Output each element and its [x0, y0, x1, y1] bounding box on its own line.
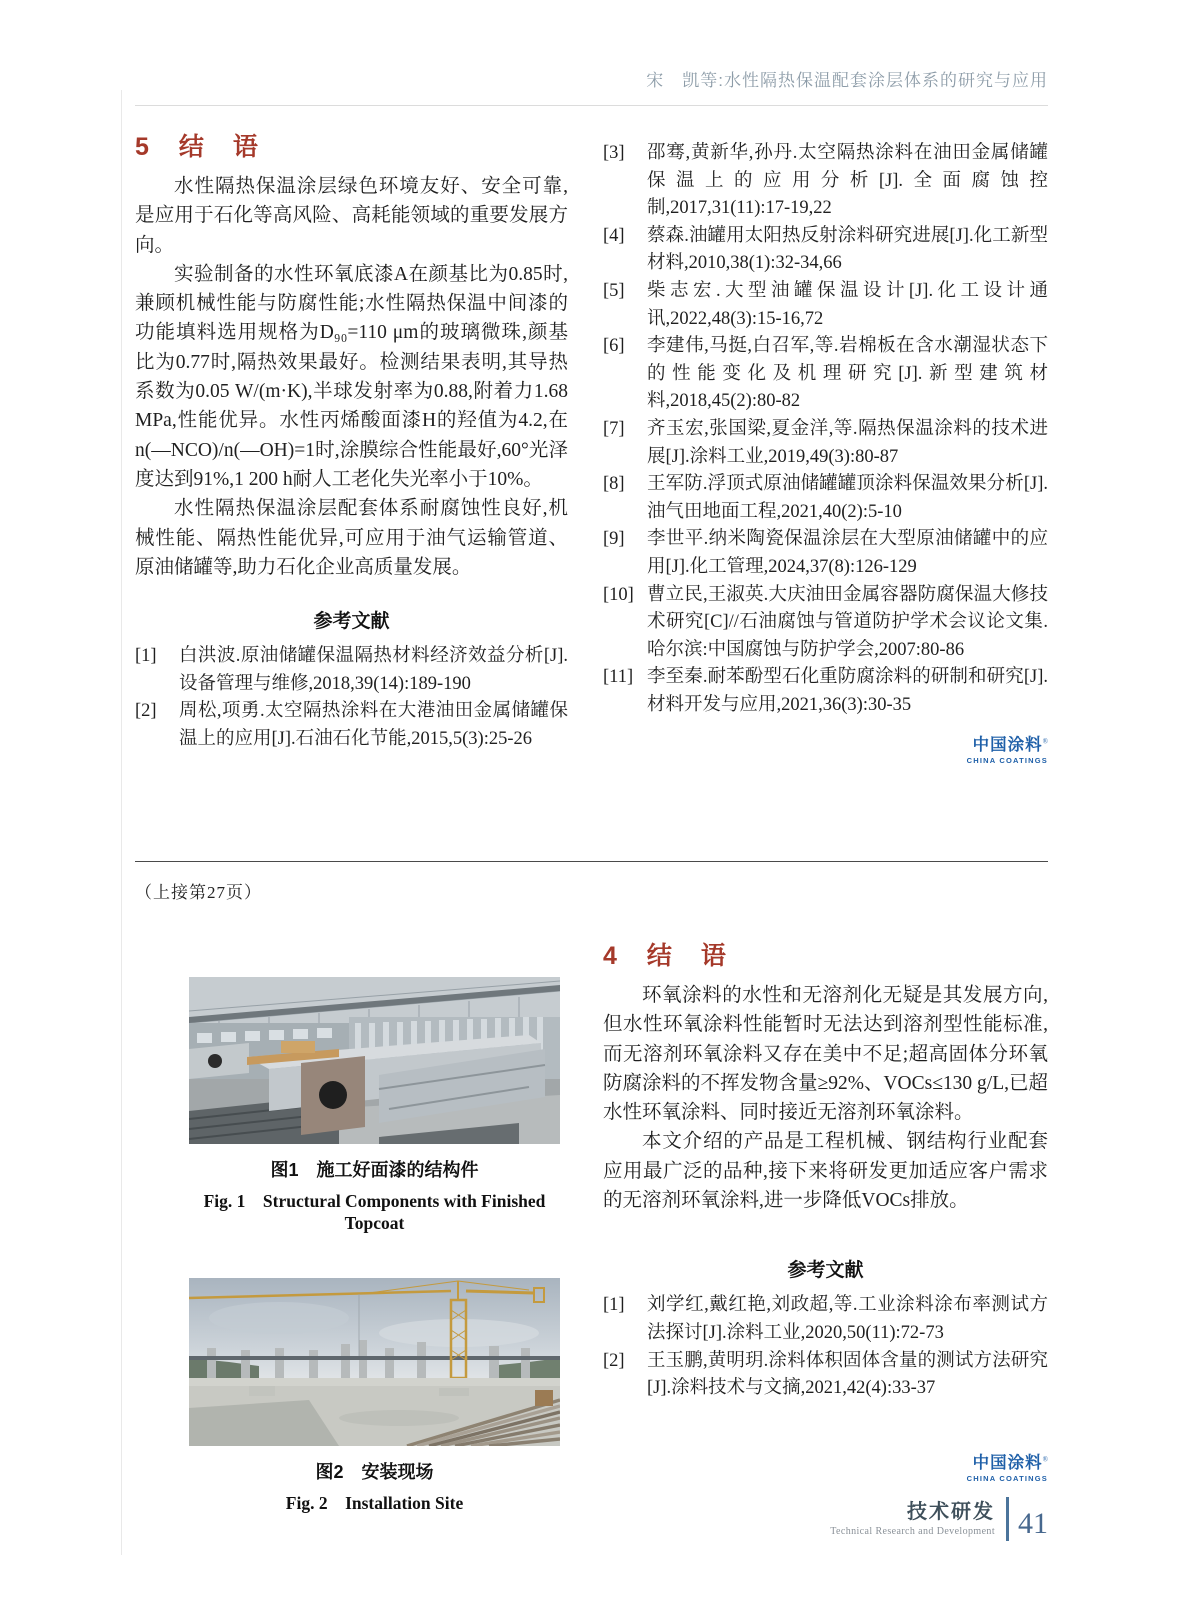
- running-head: 宋 凯等:水性隔热保温配套涂层体系的研究与应用: [646, 71, 1048, 90]
- registered-mark-icon: ®: [1042, 738, 1048, 747]
- reference-text: 李建伟,马挺,白召军,等.岩棉板在含水潮湿状态下的性能变化及机理研究[J].新型建筑材料,2018,45(2):80-82: [647, 336, 1048, 412]
- reference-item: [603, 223, 1048, 278]
- reference-item: [603, 526, 1048, 581]
- reference-item: [603, 1348, 1048, 1403]
- distant-beam: [189, 1043, 249, 1079]
- section-title: 结 语: [178, 133, 260, 161]
- reference-item: [603, 582, 1048, 665]
- footer-divider-bar: [1006, 1497, 1009, 1541]
- reference-text: 柴志宏.大型油罐保温设计[J].化工设计通讯,2022,48(3):15-16,72: [647, 280, 1048, 329]
- crate: [535, 1390, 553, 1406]
- reference-item: [603, 664, 1048, 719]
- reference-item: [603, 471, 1048, 526]
- reference-number: [11]: [603, 667, 634, 688]
- section-heading-5: [135, 132, 568, 162]
- footer-section-zh: 技术研发: [907, 1500, 995, 1523]
- footer-section-en: Technical Research and Development: [830, 1525, 995, 1537]
- section-number: 5: [135, 133, 149, 161]
- logo-zh-text: 中国涂料: [972, 736, 1043, 755]
- reference-number: [3]: [603, 143, 625, 163]
- reference-number: [10]: [603, 584, 634, 605]
- section-number: 4: [603, 941, 617, 970]
- reference-text: 刘学红,戴红艳,刘政超,等.工业涂料涂布率测试方法探讨[J].涂料工业,2020,50(11):72-73: [647, 1295, 1048, 1343]
- article-divider-rule: [135, 861, 1048, 862]
- logo-en-text: CHINA COATINGS: [966, 1473, 1048, 1483]
- section-heading-4: [603, 941, 1048, 971]
- references-heading: 参考文献: [313, 611, 390, 633]
- reference-number: [5]: [603, 280, 625, 301]
- figure2-caption-zh: 图2 安装现场: [315, 1461, 434, 1482]
- footer-labels: [830, 1501, 995, 1538]
- reference-text: 李至秦.耐苯酚型石化重防腐涂料的研制和研究[J].材料开发与应用,2021,36(3):30-35: [647, 667, 1048, 715]
- references-heading: 参考文献: [787, 1260, 864, 1282]
- reference-number: [2]: [135, 701, 157, 722]
- figure2-caption-en: Fig. 2 Installation Site: [285, 1492, 464, 1513]
- page-edge-line: [121, 90, 122, 1555]
- reference-text: 邵骞,黄新华,孙丹.太空隔热涂料在油田金属储罐保温上的应用分析[J].全面腐蚀控制,2017,31(11):17-19,22: [647, 143, 1048, 219]
- reference-number: [1]: [135, 646, 157, 667]
- paragraph: 实验制备的水性环氧底漆A在颜基比为0.85时,兼顾机械性能与防腐性能;水性隔热保温中间漆的功能填料选用规格为D₉₀=110 μm的玻璃微珠,颜基比为0.77时,隔热效果最好。检测结果表明,其导热系数为0.05 W/(m·K),半球发射率为0.88,附着力1.68 MPa,性能优异。水性丙烯酸面漆H的羟值为4.2,在n(—NCO)/n(—OH)=1时,涂膜综合性能最好,60°光泽度达到91%,1 200 h耐人工老化失光率小于10%。: [135, 263, 568, 490]
- bottom-columns: [135, 903, 1048, 1515]
- journal-page: [135, 0, 1048, 1515]
- top-columns: [135, 106, 1048, 765]
- reference-number: [2]: [603, 1350, 625, 1371]
- section-title: 结 语: [646, 941, 728, 970]
- column-right-bottom: [603, 903, 1048, 1515]
- reference-item: [603, 278, 1048, 333]
- paragraph: 本文介绍的产品是工程机械、钢结构行业配套应用最广泛的品种,接下来将研发更加适应客户需求的无溶剂环氧涂料,进一步降低VOCs排放。: [603, 1131, 1048, 1212]
- figure1-photo-factory-interior: [189, 977, 560, 1144]
- column-right-top: [603, 106, 1048, 765]
- figure2-photo-installation-site: [189, 1278, 560, 1446]
- china-coatings-logo: [603, 737, 1048, 765]
- reference-number: [6]: [603, 336, 625, 357]
- figure1-caption-en: Fig. 1 Structural Components with Finished Topcoat: [203, 1190, 546, 1233]
- reference-number: [1]: [603, 1295, 625, 1316]
- reference-text: 齐玉宏,张国梁,夏金洋,等.隔热保温涂料的技术进展[J].涂料工业,2019,49(3):80-87: [647, 418, 1048, 467]
- reference-item: [603, 140, 1048, 223]
- page-number: 41: [1018, 1507, 1048, 1540]
- reference-text: 周松,项勇.太空隔热涂料在大港油田金属储罐保温上的应用[J].石油石化节能,2015,5(3):25-26: [179, 701, 568, 749]
- reference-number: [7]: [603, 418, 625, 439]
- reference-number: [8]: [603, 474, 625, 495]
- china-coatings-logo: [603, 1455, 1048, 1483]
- reference-text: 王玉鹏,黄明玥.涂料体积固体含量的测试方法研究[J].涂料技术与文摘,2021,42(4):33-37: [647, 1350, 1048, 1399]
- logo-zh-text: 中国涂料: [972, 1453, 1043, 1472]
- reference-item: [603, 1292, 1048, 1347]
- reference-text: 王军防.浮顶式原油储罐罐顶涂料保温效果分析[J].油气田地面工程,2021,40(2):5-10: [647, 474, 1048, 522]
- registered-mark-icon: ®: [1042, 1455, 1048, 1464]
- reference-number: [9]: [603, 529, 625, 550]
- reference-text: 白洪波.原油储罐保温隔热材料经济效益分析[J].设备管理与维修,2018,39(14):189-190: [179, 646, 568, 694]
- reference-item: [603, 333, 1048, 416]
- page-footer: [830, 1497, 1048, 1541]
- reference-number: [4]: [603, 225, 625, 246]
- figure-1: [189, 977, 560, 1234]
- reference-item: [603, 416, 1048, 471]
- reference-item: [135, 698, 568, 753]
- reference-item: [135, 643, 568, 698]
- column-left-bottom: [135, 903, 568, 1515]
- column-left-top: [135, 106, 568, 765]
- figure1-caption-zh: 图1 施工好面漆的结构件: [270, 1159, 479, 1180]
- paragraph: 环氧涂料的水性和无溶剂化无疑是其发展方向,但水性环氧涂料性能暂时无法达到溶剂型性能标准,而无溶剂环氧涂料又存在美中不足;超高固体分环氧防腐涂料的不挥发物含量≥92%、VOCs≤130 g/L,已超水性环氧涂料、同时接近无溶剂环氧涂料。: [603, 984, 1048, 1124]
- figure-2: [189, 1278, 560, 1515]
- paragraph: 水性隔热保温涂层绿色环境友好、安全可靠,是应用于石化等高风险、高耗能领域的重要发展方向。: [135, 176, 568, 256]
- reference-text: 曹立民,王淑英.大庆油田金属容器防腐保温大修技术研究[C]//石油腐蚀与管道防护学术会议论文集.哈尔滨:中国腐蚀与防护学会,2007:80-86: [647, 584, 1048, 660]
- reference-text: 李世平.纳米陶瓷保温涂层在大型原油储罐中的应用[J].化工管理,2024,37(8):126-129: [647, 529, 1048, 577]
- paragraph: 水性隔热保温涂层配套体系耐腐蚀性良好,机械性能、隔热性能优异,可应用于油气运输管道、原油储罐等,助力石化企业高质量发展。: [135, 498, 568, 578]
- reference-text: 蔡森.油罐用太阳热反射涂料研究进展[J].化工新型材料,2010,38(1):32-34,66: [647, 225, 1048, 274]
- continuation-note: （上接第27页）: [135, 882, 262, 902]
- horizontal-beam: [189, 1356, 560, 1360]
- logo-en-text: CHINA COATINGS: [966, 756, 1048, 766]
